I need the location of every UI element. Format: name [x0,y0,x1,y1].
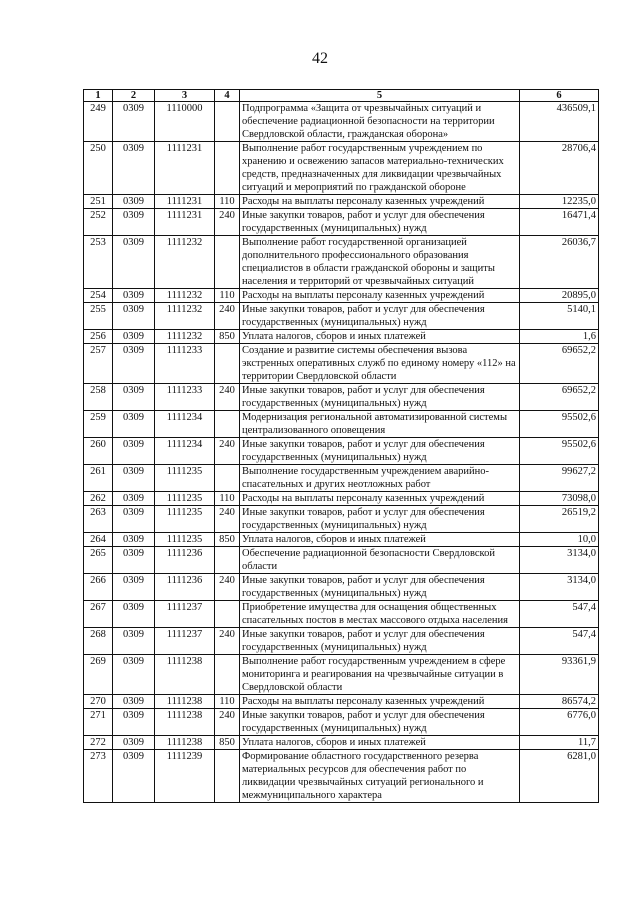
section-code-cell: 0309 [113,628,155,655]
table-row [84,628,599,655]
section-code-cell: 0309 [113,102,155,142]
target-code-cell: 1111235 [155,465,215,492]
expense-type-cell [215,411,240,438]
expense-type-cell [215,102,240,142]
section-code-cell: 0309 [113,236,155,289]
expense-type-cell: 240 [215,384,240,411]
amount-cell: 11,7 [520,736,599,750]
amount-cell: 69652,2 [520,344,599,384]
amount-cell: 69652,2 [520,384,599,411]
description-cell: Иные закупки товаров, работ и услуг для обеспечения государственных (муниципальных) нужд [240,628,520,655]
amount-cell: 5140,1 [520,303,599,330]
amount-cell: 26036,7 [520,236,599,289]
expense-type-cell: 240 [215,209,240,236]
amount-cell: 26519,2 [520,506,599,533]
section-code-cell: 0309 [113,142,155,195]
section-code-cell: 0309 [113,547,155,574]
expense-type-cell: 240 [215,628,240,655]
expense-type-cell: 110 [215,289,240,303]
target-code-cell: 1111235 [155,492,215,506]
section-code-cell: 0309 [113,574,155,601]
amount-cell: 86574,2 [520,695,599,709]
description-cell: Обеспечение радиационной безопасности Свердловской области [240,547,520,574]
expense-type-cell: 240 [215,506,240,533]
description-cell: Уплата налогов, сборов и иных платежей [240,330,520,344]
expense-type-cell [215,142,240,195]
description-cell: Модернизация региональной автоматизированной системы централизованного оповещения [240,411,520,438]
description-cell: Расходы на выплаты персоналу казенных учреждений [240,695,520,709]
amount-cell: 73098,0 [520,492,599,506]
row-number-cell: 269 [84,655,113,695]
expense-type-cell [215,236,240,289]
description-cell: Выполнение государственным учреждением аварийно-спасательных и других неотложных работ [240,465,520,492]
row-number-cell: 266 [84,574,113,601]
row-number-cell: 256 [84,330,113,344]
expense-type-cell: 110 [215,492,240,506]
row-number-cell: 265 [84,547,113,574]
section-code-cell: 0309 [113,695,155,709]
description-cell: Иные закупки товаров, работ и услуг для обеспечения государственных (муниципальных) нужд [240,303,520,330]
amount-cell: 95502,6 [520,438,599,465]
section-code-cell: 0309 [113,384,155,411]
table-row [84,547,599,574]
section-code-cell: 0309 [113,736,155,750]
description-cell: Расходы на выплаты персоналу казенных учреждений [240,289,520,303]
row-number-cell: 272 [84,736,113,750]
row-number-cell: 263 [84,506,113,533]
table-row [84,736,599,750]
column-header: 4 [215,90,240,102]
column-header: 5 [240,90,520,102]
table-row [84,236,599,289]
table-row [84,750,599,803]
target-code-cell: 1111234 [155,438,215,465]
row-number-cell: 259 [84,411,113,438]
amount-cell: 547,4 [520,601,599,628]
expense-type-cell [215,344,240,384]
target-code-cell: 1111232 [155,330,215,344]
row-number-cell: 270 [84,695,113,709]
amount-cell: 16471,4 [520,209,599,236]
amount-cell: 12235,0 [520,195,599,209]
target-code-cell: 1111233 [155,344,215,384]
description-cell: Приобретение имущества для оснащения общественных спасательных постов в местах массового отдыха населения [240,601,520,628]
section-code-cell: 0309 [113,344,155,384]
amount-cell: 3134,0 [520,574,599,601]
row-number-cell: 268 [84,628,113,655]
table-row [84,465,599,492]
target-code-cell: 1111231 [155,142,215,195]
description-cell: Выполнение работ государственным учреждением в сфере мониторинга и реагирования на чрезвычайные ситуации в Свердловской области [240,655,520,695]
expense-type-cell: 240 [215,303,240,330]
expense-type-cell: 850 [215,330,240,344]
target-code-cell: 1111231 [155,209,215,236]
target-code-cell: 1111238 [155,709,215,736]
target-code-cell: 1111236 [155,547,215,574]
amount-cell: 6776,0 [520,709,599,736]
description-cell: Формирование областного государственного резерва материальных ресурсов для обеспечения работ по ликвидации чрезвычайных ситуаций регионального и межмуниципального характера [240,750,520,803]
amount-cell: 436509,1 [520,102,599,142]
table-row [84,195,599,209]
description-cell: Расходы на выплаты персоналу казенных учреждений [240,195,520,209]
table-row [84,142,599,195]
page-number: 42 [312,50,328,67]
column-header: 6 [520,90,599,102]
row-number-cell: 254 [84,289,113,303]
expense-type-cell: 850 [215,736,240,750]
description-cell: Иные закупки товаров, работ и услуг для обеспечения государственных (муниципальных) нужд [240,574,520,601]
description-cell: Иные закупки товаров, работ и услуг для обеспечения государственных (муниципальных) нужд [240,506,520,533]
target-code-cell: 1111235 [155,506,215,533]
row-number-cell: 251 [84,195,113,209]
column-header: 1 [84,90,113,102]
row-number-cell: 253 [84,236,113,289]
target-code-cell: 1111232 [155,236,215,289]
target-code-cell: 1111231 [155,195,215,209]
expense-type-cell [215,465,240,492]
target-code-cell: 1111238 [155,736,215,750]
row-number-cell: 260 [84,438,113,465]
row-number-cell: 271 [84,709,113,736]
table-row [84,330,599,344]
row-number-cell: 257 [84,344,113,384]
table-row [84,384,599,411]
expense-type-cell: 240 [215,438,240,465]
table-row [84,506,599,533]
table-row [84,492,599,506]
budget-table [83,89,599,803]
table-row [84,574,599,601]
target-code-cell: 1111237 [155,628,215,655]
section-code-cell: 0309 [113,438,155,465]
row-number-cell: 252 [84,209,113,236]
section-code-cell: 0309 [113,709,155,736]
description-cell: Иные закупки товаров, работ и услуг для обеспечения государственных (муниципальных) нужд [240,209,520,236]
row-number-cell: 250 [84,142,113,195]
section-code-cell: 0309 [113,655,155,695]
table-row [84,303,599,330]
description-cell: Расходы на выплаты персоналу казенных учреждений [240,492,520,506]
table-row [84,411,599,438]
expense-type-cell [215,547,240,574]
amount-cell: 93361,9 [520,655,599,695]
amount-cell: 3134,0 [520,547,599,574]
description-cell: Иные закупки товаров, работ и услуг для обеспечения государственных (муниципальных) нужд [240,438,520,465]
expense-type-cell [215,601,240,628]
section-code-cell: 0309 [113,492,155,506]
column-header: 3 [155,90,215,102]
expense-type-cell: 850 [215,533,240,547]
section-code-cell: 0309 [113,601,155,628]
target-code-cell: 1111236 [155,574,215,601]
section-code-cell: 0309 [113,506,155,533]
row-number-cell: 261 [84,465,113,492]
column-header: 2 [113,90,155,102]
target-code-cell: 1111237 [155,601,215,628]
table-row [84,344,599,384]
section-code-cell: 0309 [113,303,155,330]
table-row [84,601,599,628]
table-row [84,655,599,695]
section-code-cell: 0309 [113,330,155,344]
row-number-cell: 264 [84,533,113,547]
table-row [84,438,599,465]
target-code-cell: 1111235 [155,533,215,547]
row-number-cell: 255 [84,303,113,330]
section-code-cell: 0309 [113,411,155,438]
description-cell: Иные закупки товаров, работ и услуг для обеспечения государственных (муниципальных) нужд [240,709,520,736]
description-cell: Создание и развитие системы обеспечения вызова экстренных оперативных служб по единому номеру «112» на территории Свердловской области [240,344,520,384]
amount-cell: 28706,4 [520,142,599,195]
header-row [84,90,599,102]
expense-type-cell: 110 [215,195,240,209]
row-number-cell: 273 [84,750,113,803]
expense-type-cell: 240 [215,709,240,736]
table-row [84,102,599,142]
target-code-cell: 1111233 [155,384,215,411]
section-code-cell: 0309 [113,289,155,303]
table-row [84,709,599,736]
table-row [84,209,599,236]
description-cell: Уплата налогов, сборов и иных платежей [240,736,520,750]
target-code-cell: 1111238 [155,695,215,709]
target-code-cell: 1111234 [155,411,215,438]
amount-cell: 20895,0 [520,289,599,303]
description-cell: Подпрограмма «Защита от чрезвычайных ситуаций и обеспечение радиационной безопасности на территории Свердловской области, гражданская оборона» [240,102,520,142]
target-code-cell: 1110000 [155,102,215,142]
target-code-cell: 1111239 [155,750,215,803]
expense-type-cell: 240 [215,574,240,601]
target-code-cell: 1111232 [155,289,215,303]
expense-type-cell: 110 [215,695,240,709]
section-code-cell: 0309 [113,465,155,492]
row-number-cell: 267 [84,601,113,628]
expense-type-cell [215,750,240,803]
target-code-cell: 1111238 [155,655,215,695]
amount-cell: 99627,2 [520,465,599,492]
description-cell: Уплата налогов, сборов и иных платежей [240,533,520,547]
amount-cell: 1,6 [520,330,599,344]
table-row [84,289,599,303]
section-code-cell: 0309 [113,533,155,547]
section-code-cell: 0309 [113,750,155,803]
amount-cell: 10,0 [520,533,599,547]
amount-cell: 547,4 [520,628,599,655]
expense-type-cell [215,655,240,695]
description-cell: Выполнение работ государственной организацией дополнительного профессионального образования специалистов в области гражданской обороны и защиты населения и территорий от чрезвычайных ситуаций [240,236,520,289]
amount-cell: 95502,6 [520,411,599,438]
section-code-cell: 0309 [113,195,155,209]
amount-cell: 6281,0 [520,750,599,803]
target-code-cell: 1111232 [155,303,215,330]
row-number-cell: 249 [84,102,113,142]
table-row [84,533,599,547]
row-number-cell: 262 [84,492,113,506]
section-code-cell: 0309 [113,209,155,236]
description-cell: Иные закупки товаров, работ и услуг для обеспечения государственных (муниципальных) нужд [240,384,520,411]
row-number-cell: 258 [84,384,113,411]
table-row [84,695,599,709]
description-cell: Выполнение работ государственным учреждением по хранению и освежению запасов материально-технических средств, предназначенных для ликвидации чрезвычайных ситуаций и мероприятий по гражданской обороне [240,142,520,195]
